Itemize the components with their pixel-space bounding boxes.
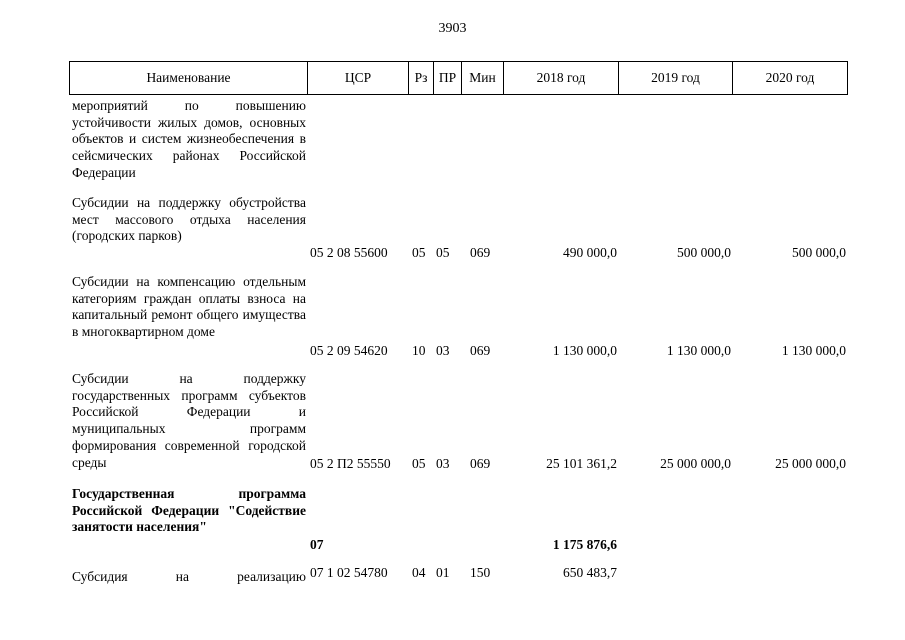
row-name-employment-program: Государственная программа Российской Федерации "Содействие занятости населения"	[72, 486, 306, 535]
row-rz-subsidy-implementation: 04	[412, 565, 426, 580]
row-name-seismic-continuation: мероприятий по повышению устойчивости жилых домов, основных объектов и систем жизнеобеспечения в сейсмических районах Российской Федерации	[72, 98, 306, 180]
row-name-subsidy-implementation: Субсидия на реализацию	[72, 569, 306, 584]
column-header-rz: Рз	[408, 61, 433, 95]
row-name-urban-environment: Субсидии на поддержку государственных программ субъектов Российской Федерации и муниципальных программ формирования современной городской среды	[72, 371, 306, 470]
row-csr-subsidy-implementation: 07 1 02 54780	[310, 565, 388, 580]
row-2020-urban-environment: 25 000 000,0	[775, 456, 846, 471]
row-min-capital-repair: 069	[470, 343, 491, 358]
row-csr-parks: 05 2 08 55600	[310, 245, 388, 260]
row-csr-urban-environment: 05 2 П2 55550	[310, 456, 391, 471]
row-2020-parks: 500 000,0	[792, 245, 846, 260]
row-rz-parks: 05	[412, 245, 426, 260]
column-header-pr: ПР	[433, 61, 461, 95]
column-header-2018: 2018 год	[503, 61, 618, 95]
row-csr-capital-repair: 05 2 09 54620	[310, 343, 388, 358]
row-csr-employment-program: 07	[310, 537, 324, 552]
row-pr-parks: 05	[436, 245, 450, 260]
column-header-2019: 2019 год	[618, 61, 732, 95]
row-pr-urban-environment: 03	[436, 456, 450, 471]
row-pr-subsidy-implementation: 01	[436, 565, 450, 580]
row-2019-parks: 500 000,0	[677, 245, 731, 260]
column-header-2020: 2020 год	[732, 61, 848, 95]
row-2018-parks: 490 000,0	[563, 245, 617, 260]
row-pr-capital-repair: 03	[436, 343, 450, 358]
row-2018-urban-environment: 25 101 361,2	[546, 456, 617, 471]
row-rz-capital-repair: 10	[412, 343, 426, 358]
row-2018-subsidy-implementation: 650 483,7	[563, 565, 617, 580]
row-2020-capital-repair: 1 130 000,0	[781, 343, 846, 358]
row-name-parks: Субсидии на поддержку обустройства мест массового отдыха населения (городских парков)	[72, 195, 306, 244]
column-header-min: Мин	[461, 61, 503, 95]
row-rz-urban-environment: 05	[412, 456, 426, 471]
page-number: 3903	[438, 21, 467, 36]
row-2018-capital-repair: 1 130 000,0	[552, 343, 617, 358]
row-2018-employment-program: 1 175 876,6	[552, 537, 617, 552]
row-min-parks: 069	[470, 245, 491, 260]
row-min-subsidy-implementation: 150	[470, 565, 491, 580]
row-2019-capital-repair: 1 130 000,0	[666, 343, 731, 358]
column-header-name: Наименование	[69, 61, 307, 95]
row-name-capital-repair: Субсидии на компенсацию отдельным категориям граждан оплаты взноса на капитальный ремонт общего имущества в многоквартирном доме	[72, 274, 306, 340]
row-2019-urban-environment: 25 000 000,0	[660, 456, 731, 471]
row-min-urban-environment: 069	[470, 456, 491, 471]
column-header-csr: ЦСР	[307, 61, 408, 95]
